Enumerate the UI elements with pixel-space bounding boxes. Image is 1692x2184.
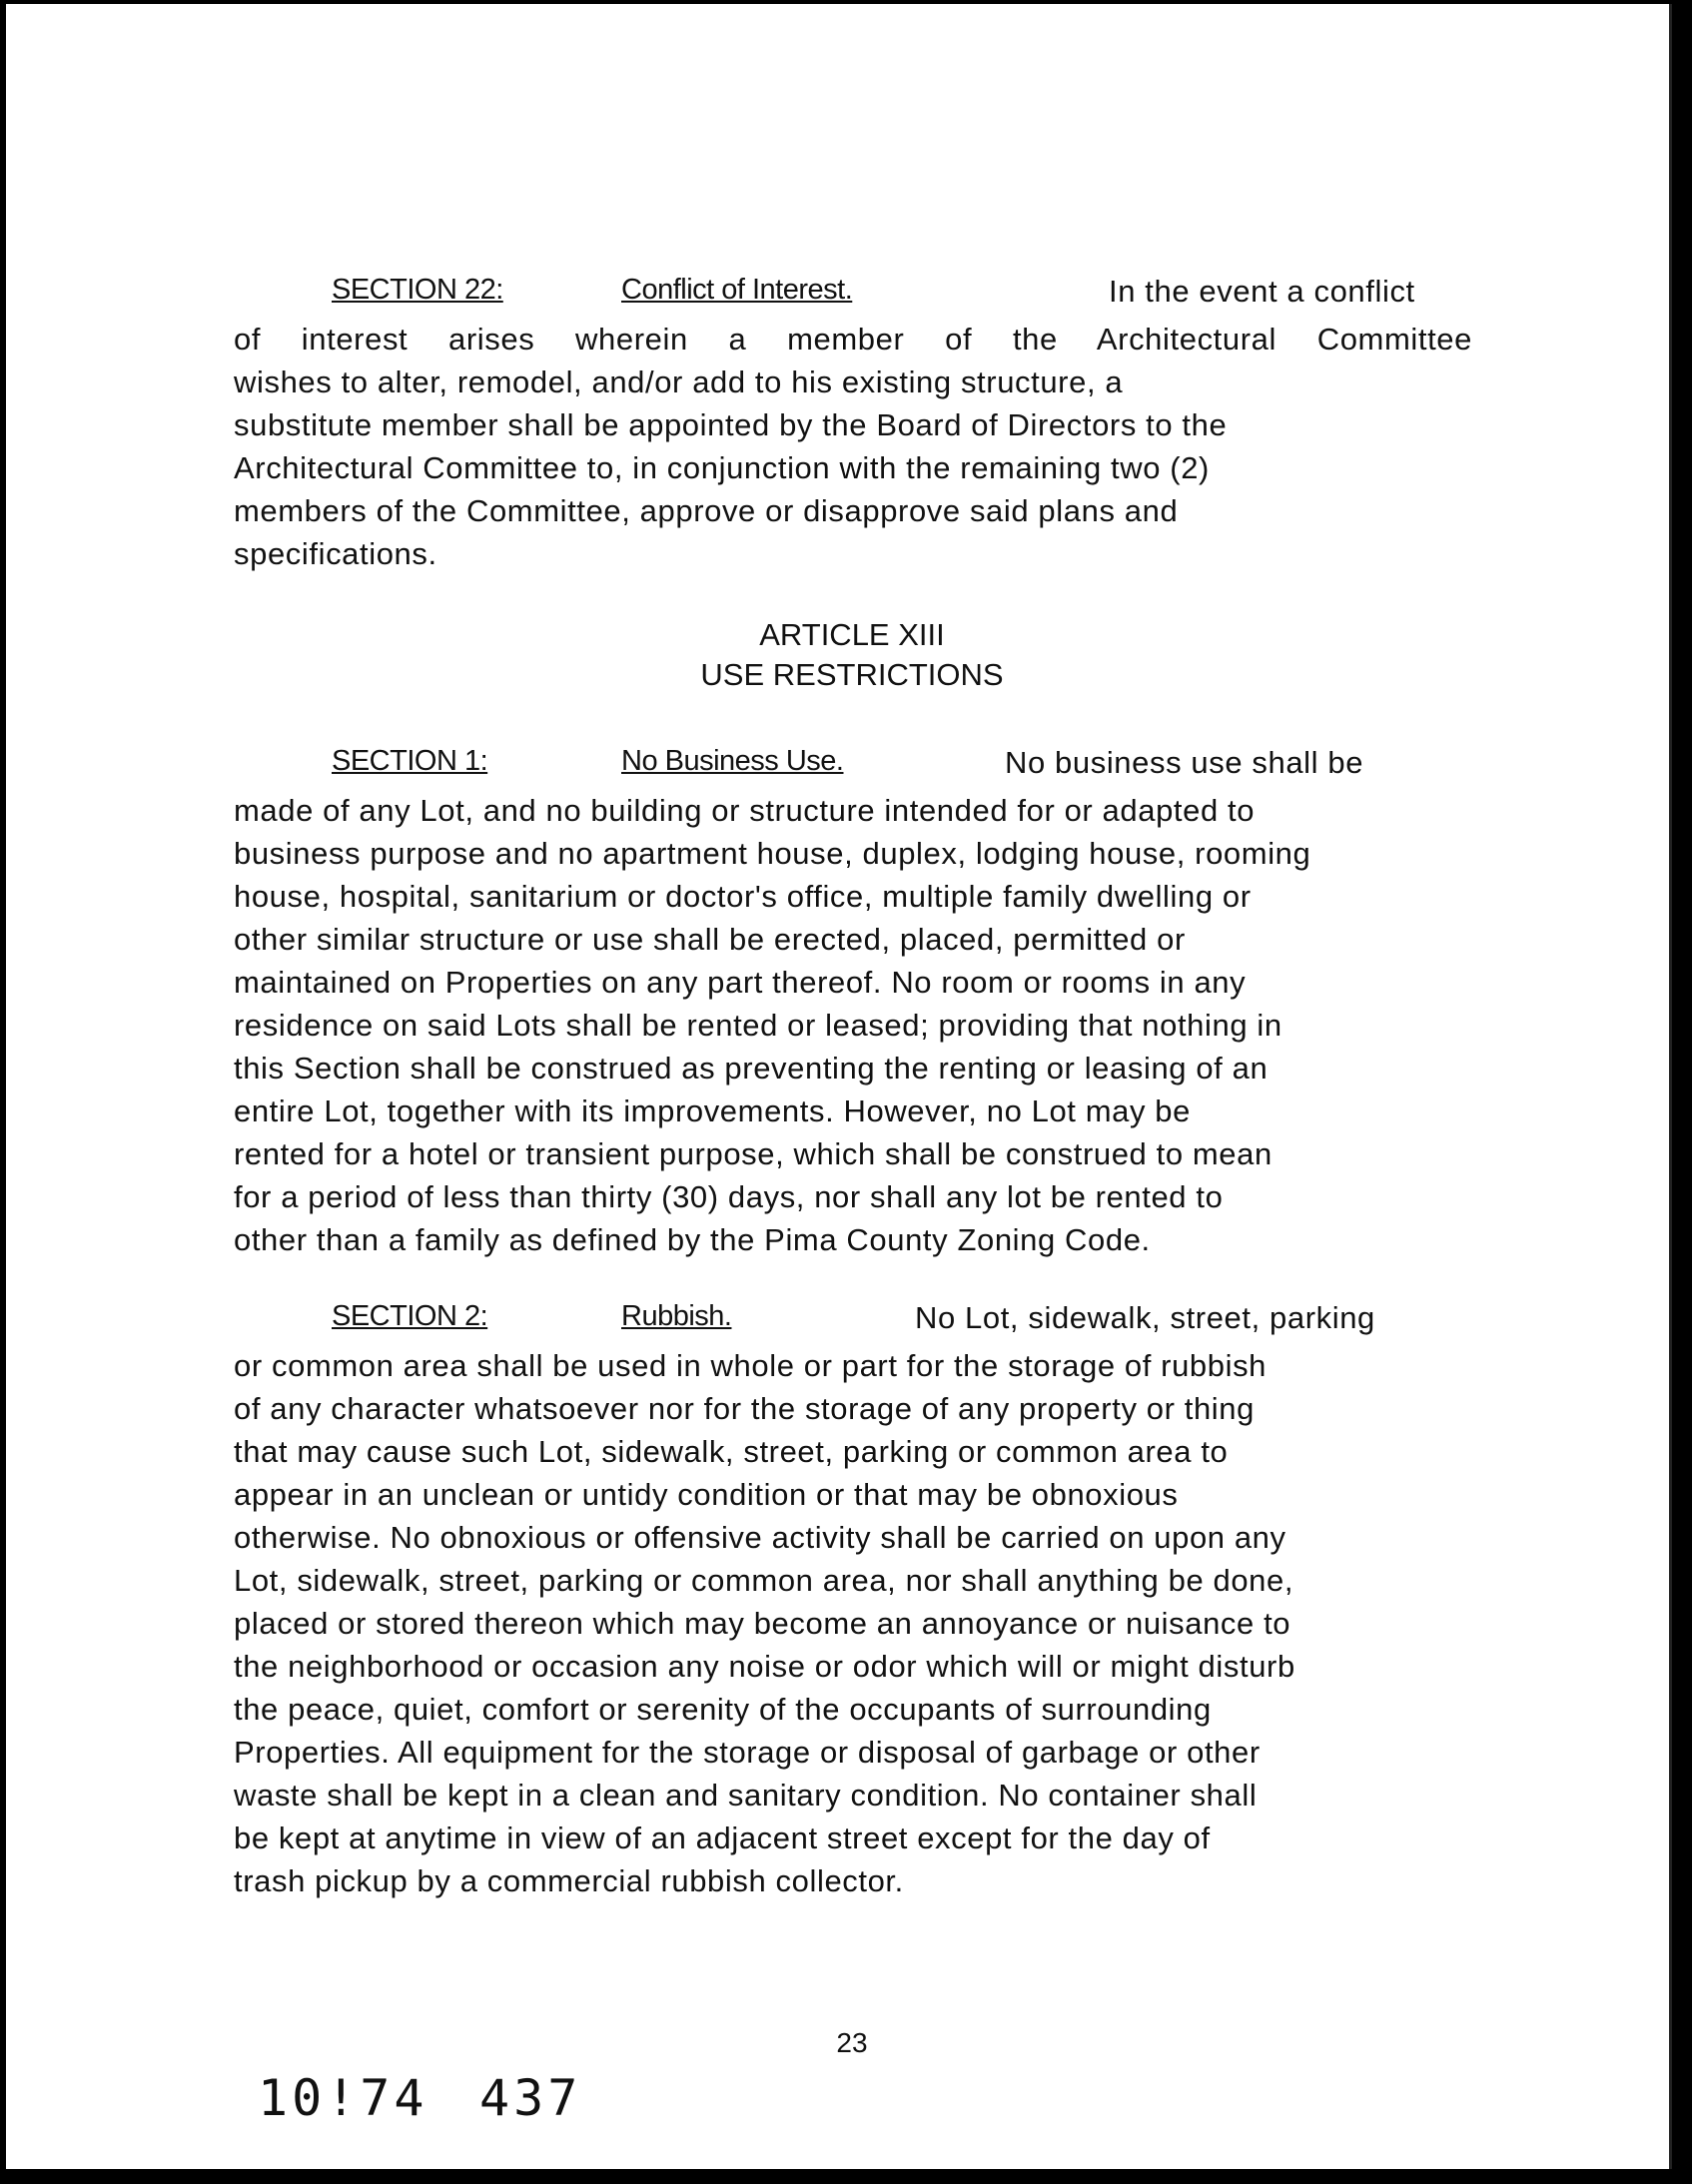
section-22-number: SECTION 22: (332, 274, 503, 306)
section-22 (234, 274, 1472, 575)
article-title: USE RESTRICTIONS (700, 657, 1004, 692)
article-number: ARTICLE XIII (759, 617, 945, 652)
body-line: other than a family as defined by the Pima County Zoning Code. (234, 1222, 1151, 1257)
body-line: or common area shall be used in whole or part for the storage of rubbish (234, 1348, 1268, 1383)
section-1-number: SECTION 1: (332, 745, 488, 777)
body-line: maintained on Properties on any part thereof. No room or rooms in any (234, 965, 1247, 1000)
body-line: rented for a hotel or transient purpose, which shall be construed to mean (234, 1136, 1272, 1171)
body-line: appear in an unclean or untidy condition or that may be obnoxious (234, 1477, 1179, 1512)
section-2-number: SECTION 2: (332, 1300, 488, 1332)
body-line: this Section shall be construed as preventing the renting or leasing of an (234, 1051, 1269, 1086)
section-1-lead: No business use shall be (1005, 745, 1364, 780)
body-line: Architectural Committee to, in conjunction with the remaining two (2) (234, 450, 1210, 485)
section-2-title: Rubbish. (621, 1300, 732, 1332)
body-line: trash pickup by a commercial rubbish collector. (234, 1863, 904, 1898)
body-line: the peace, quiet, comfort or serenity of the occupants of surrounding (234, 1692, 1212, 1727)
body-line: other similar structure or use shall be erected, placed, permitted or (234, 922, 1186, 957)
body-line: be kept at anytime in view of an adjacent street except for the day of (234, 1820, 1211, 1855)
section-1-heading (234, 745, 1472, 789)
section-2-heading (234, 1300, 1472, 1344)
body-line: entire Lot, together with its improvements. However, no Lot may be (234, 1093, 1191, 1128)
page-edge-line (1669, 4, 1672, 2169)
body-line: Properties. All equipment for the storage or disposal of garbage or other (234, 1735, 1261, 1770)
section-22-heading (234, 274, 1472, 318)
body-line: the neighborhood or occasion any noise or odor which will or might disturb (234, 1649, 1295, 1684)
body-line: specifications. (234, 536, 437, 571)
page-number: 23 (836, 2027, 868, 2058)
body-line: of interest arises wherein a member of the Architectural Committee (234, 322, 1472, 357)
body-line: house, hospital, sanitarium or doctor's office, multiple family dwelling or (234, 879, 1252, 914)
section-22-lead: In the event a conflict (1109, 274, 1415, 309)
document-id-left: 10!74 (258, 2069, 428, 2127)
body-line: residence on said Lots shall be rented or leased; providing that nothing in (234, 1008, 1282, 1043)
body-line: of any character whatsoever nor for the storage of any property or thing (234, 1391, 1255, 1426)
body-line: wishes to alter, remodel, and/or add to his existing structure, a (234, 364, 1124, 399)
body-line: waste shall be kept in a clean and sanitary condition. No container shall (234, 1778, 1258, 1813)
section-22-title: Conflict of Interest. (621, 274, 853, 306)
document-id-right: 437 (479, 2069, 582, 2127)
document-page (6, 4, 1672, 2169)
body-line: for a period of less than thirty (30) days, nor shall any lot be rented to (234, 1179, 1224, 1214)
article-heading (6, 615, 1692, 695)
body-line: that may cause such Lot, sidewalk, street, parking or common area to (234, 1434, 1229, 1469)
section-1-title: No Business Use. (621, 745, 844, 777)
body-line: business purpose and no apartment house, duplex, lodging house, rooming (234, 836, 1311, 871)
body-line: placed or stored thereon which may become an annoyance or nuisance to (234, 1606, 1291, 1641)
body-line: made of any Lot, and no building or structure intended for or adapted to (234, 793, 1256, 828)
body-line: substitute member shall be appointed by the Board of Directors to the (234, 407, 1228, 442)
body-line: members of the Committee, approve or disapprove said plans and (234, 493, 1179, 528)
section-1 (234, 745, 1472, 1261)
body-line: Lot, sidewalk, street, parking or common area, nor shall anything be done, (234, 1563, 1294, 1598)
section-2 (234, 1300, 1472, 1902)
body-line: otherwise. No obnoxious or offensive activity shall be carried on upon any (234, 1520, 1286, 1555)
section-2-lead: No Lot, sidewalk, street, parking (915, 1300, 1375, 1335)
